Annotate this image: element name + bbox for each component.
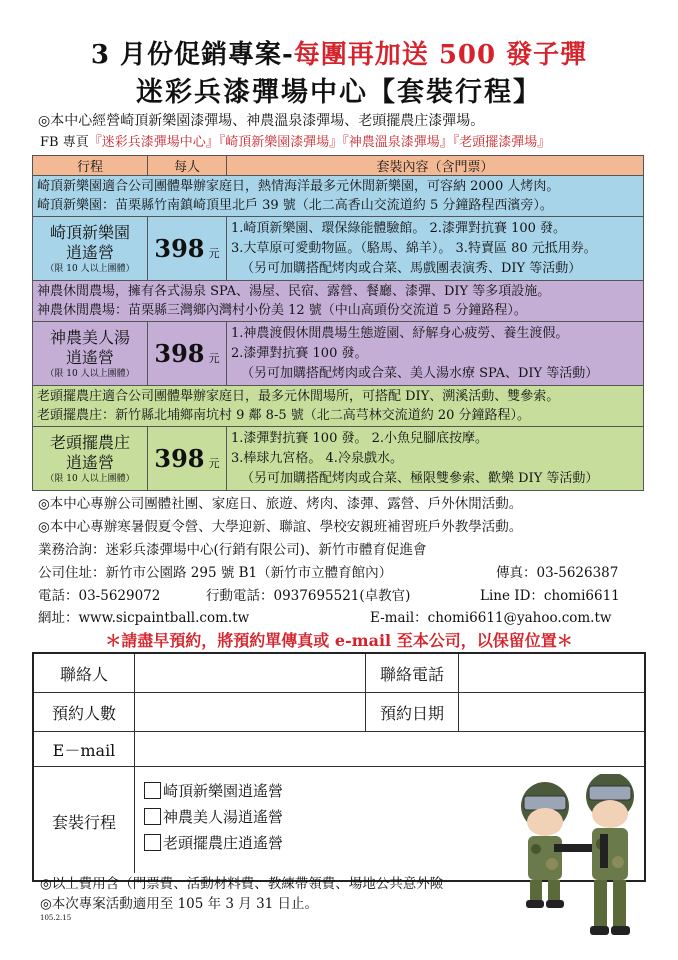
header-contents: 套裝內容（含門票） [227,156,644,176]
form-divider [134,654,135,873]
package-minimum: （限 10 人以上團體） [45,263,135,274]
package-price [148,322,227,386]
service-line-1: ◎本中心專辦公司團體社團、家庭日、旅遊、烤肉、漆彈、露營、戶外休閒活動。 [38,496,523,512]
option-label: 老頭擺農庄逍遙營 [163,833,284,852]
package-name [33,322,148,386]
package-info-row [33,176,644,217]
price-unit: 元 [208,457,220,470]
price-unit: 元 [208,352,220,365]
soldier-right-icon [586,774,634,935]
form-row-contact [34,654,644,693]
package-row [33,217,644,281]
contact-person-label: 聯絡人 [59,664,108,684]
mobile-number: 行動電話：0937695521(卓教官) [206,588,411,604]
content-line: 1.崎頂新樂園、環保綠能體驗館。 2.漆彈對抗賽 100 發。 [231,220,567,236]
website-link[interactable]: 網址：www.sicpaintball.com.tw [38,610,250,626]
booking-date-input[interactable] [459,693,644,731]
price-unit: 元 [208,247,220,260]
promo-title-black: 3 月份促銷專案- [90,40,294,70]
fee-note: ◎以上費用含（門票費、活動材料費、教練帶領費、場地公共意外險 [40,876,444,892]
email-input[interactable] [135,732,644,766]
booking-date-label: 預約日期 [379,703,444,723]
promo-title [0,34,678,71]
content-line: （另可加購搭配烤肉或合菜、美人湯水療 SPA、DIY 等活動） [241,365,599,381]
phone-number: 電話：03-5629072 [38,588,161,604]
checkbox-icon[interactable] [144,834,161,851]
package-row [33,427,644,491]
booking-call-to-action: ＊請盡早預約，將預約單傳真或 e-mail 至本公司，以保留位置＊ [105,631,573,650]
checkbox-icon[interactable] [144,808,161,825]
package-name-line: 崎頂新樂園 [49,222,130,242]
price-value: 398 [154,444,205,473]
operating-statement: ◎本中心經營崎頂新樂園漆彈場、神農溫泉漆彈場、老頭擺農庄漆彈場。 [38,113,485,129]
content-line: 2.漆彈對抗賽 100 發。 [231,345,368,361]
info-line: 老頭擺農庄：新竹縣北埔鄉南坑村 9 鄰 8-5 號（北二高芎林交流道約 20 分鐘路程）。 [37,408,531,423]
package-label: 套裝行程 [51,812,116,832]
issue-date: 105.2.15 [40,914,72,922]
content-line: 1.神農渡假休閒農場生態遊園、紓解身心疲勞、養生渡假。 [231,325,569,341]
header-per-person: 每人 [148,156,227,176]
package-price [148,217,227,281]
option-label: 崎頂新樂園逍遙營 [163,781,284,800]
checkbox-icon[interactable] [144,782,161,799]
validity-note: ◎本次專案活動適用至 105 年 3 月 31 日止。 [40,896,319,912]
package-info [33,281,644,322]
soldier-mascots-illustration [510,774,645,954]
content-line: （另可加購搭配烤肉或合菜、極限雙參索、歡樂 DIY 等活動） [241,470,599,486]
headcount-label: 預約人數 [51,703,116,723]
package-option[interactable] [144,777,283,803]
headcount-input[interactable] [135,693,365,731]
package-row [33,322,644,386]
info-line: 神農休閒農場，擁有各式湯泉 SPA、湯屋、民宿、露營、餐廳、漆彈、DIY 等多項設施。 [37,284,551,299]
info-line: 崎頂新樂園：苗栗縣竹南鎮崎頂里北戶 39 號（北二高香山交流道約 5 分鐘路程西濱旁）。 [37,198,553,213]
contact-phone-input[interactable] [459,654,644,692]
package-options [144,777,283,855]
package-name-line: 逍遙營 [65,242,114,262]
package-name-line: 神農美人湯 [49,327,130,347]
fb-prefix: FB 專頁 [40,135,89,150]
email-link[interactable]: E-mail：chomi6611@yahoo.com.tw [370,610,612,626]
info-line: 老頭擺農庄適合公司團體舉辦家庭日，最多元休閒場所，可搭配 DIY、溯溪活動、雙參索。 [37,389,560,404]
form-row-booking [34,693,644,732]
package-name [33,427,148,491]
package-minimum: （限 10 人以上團體） [45,368,135,379]
info-line: 崎頂新樂園適合公司團體舉辦家庭日，熱情海洋最多元休閒新樂園，可容納 2000 人烤肉。 [37,179,560,194]
table-header-row [33,156,644,176]
package-content [227,322,644,386]
form-divider [365,654,366,731]
contact-phone-label: 聯絡電話 [379,664,444,684]
package-price [148,427,227,491]
soldier-left-icon [521,782,594,908]
content-line: 3.棒球九宮格。 4.冷泉戲水。 [231,450,403,466]
content-line: 3.大草原可愛動物區。（駱馬、綿羊）。 3.特賣區 80 元抵用券。 [231,240,597,256]
company-address: 公司住址：新竹市公園路 295 號 B1（新竹市立體育館內） [38,565,393,581]
contact-person-input[interactable] [135,654,365,692]
package-name-line: 逍遙營 [65,452,114,472]
package-minimum: （限 10 人以上團體） [45,473,135,484]
business-contact: 業務洽詢：迷彩兵漆彈場中心(行銷有限公司)、新竹市體育促進會 [38,542,427,558]
fax-number: 傳真：03-5626387 [496,565,619,581]
package-info-row [33,386,644,427]
info-line: 神農休閒農場：苗栗縣三灣鄉內灣村小份美 12 號（中山高頭份交流道 5 分鐘路程）。 [37,303,527,318]
form-row-email [34,732,644,767]
package-name-line: 逍遙營 [65,347,114,367]
email-label: E－mail [52,740,116,760]
package-table [32,155,644,491]
fb-page-list[interactable]: 『迷彩兵漆彈場中心』『崎頂新樂園漆彈場』『神農溫泉漆彈場』『老頭擺漆彈場』 [88,135,551,150]
option-label: 神農美人湯逍遙營 [163,807,284,826]
package-name-line: 老頭擺農庄 [49,432,130,452]
price-value: 398 [154,234,205,263]
content-line: 1.漆彈對抗賽 100 發。 2.小魚兒腳底按摩。 [231,430,489,446]
content-line: （另可加購搭配烤肉或合菜、馬戲團表演秀、DIY 等活動） [241,260,582,276]
promo-title-red: 每團再加送 500 發子彈 [293,40,588,70]
service-line-2: ◎本中心專辦寒暑假夏令營、大學迎新、聯誼、學校安親班補習班戶外教學活動。 [38,519,523,535]
package-content [227,217,644,281]
package-option[interactable] [144,803,283,829]
package-info-row [33,281,644,322]
header-itinerary: 行程 [33,156,148,176]
page-subtitle: 迷彩兵漆彈場中心【套裝行程】 [136,77,542,108]
line-id: Line ID：chomi6611 [480,588,620,604]
package-option[interactable] [144,829,283,855]
package-name [33,217,148,281]
package-info [33,386,644,427]
fb-pages [40,131,550,150]
form-divider [458,654,459,731]
price-value: 398 [154,339,205,368]
package-info [33,176,644,217]
package-content [227,427,644,491]
